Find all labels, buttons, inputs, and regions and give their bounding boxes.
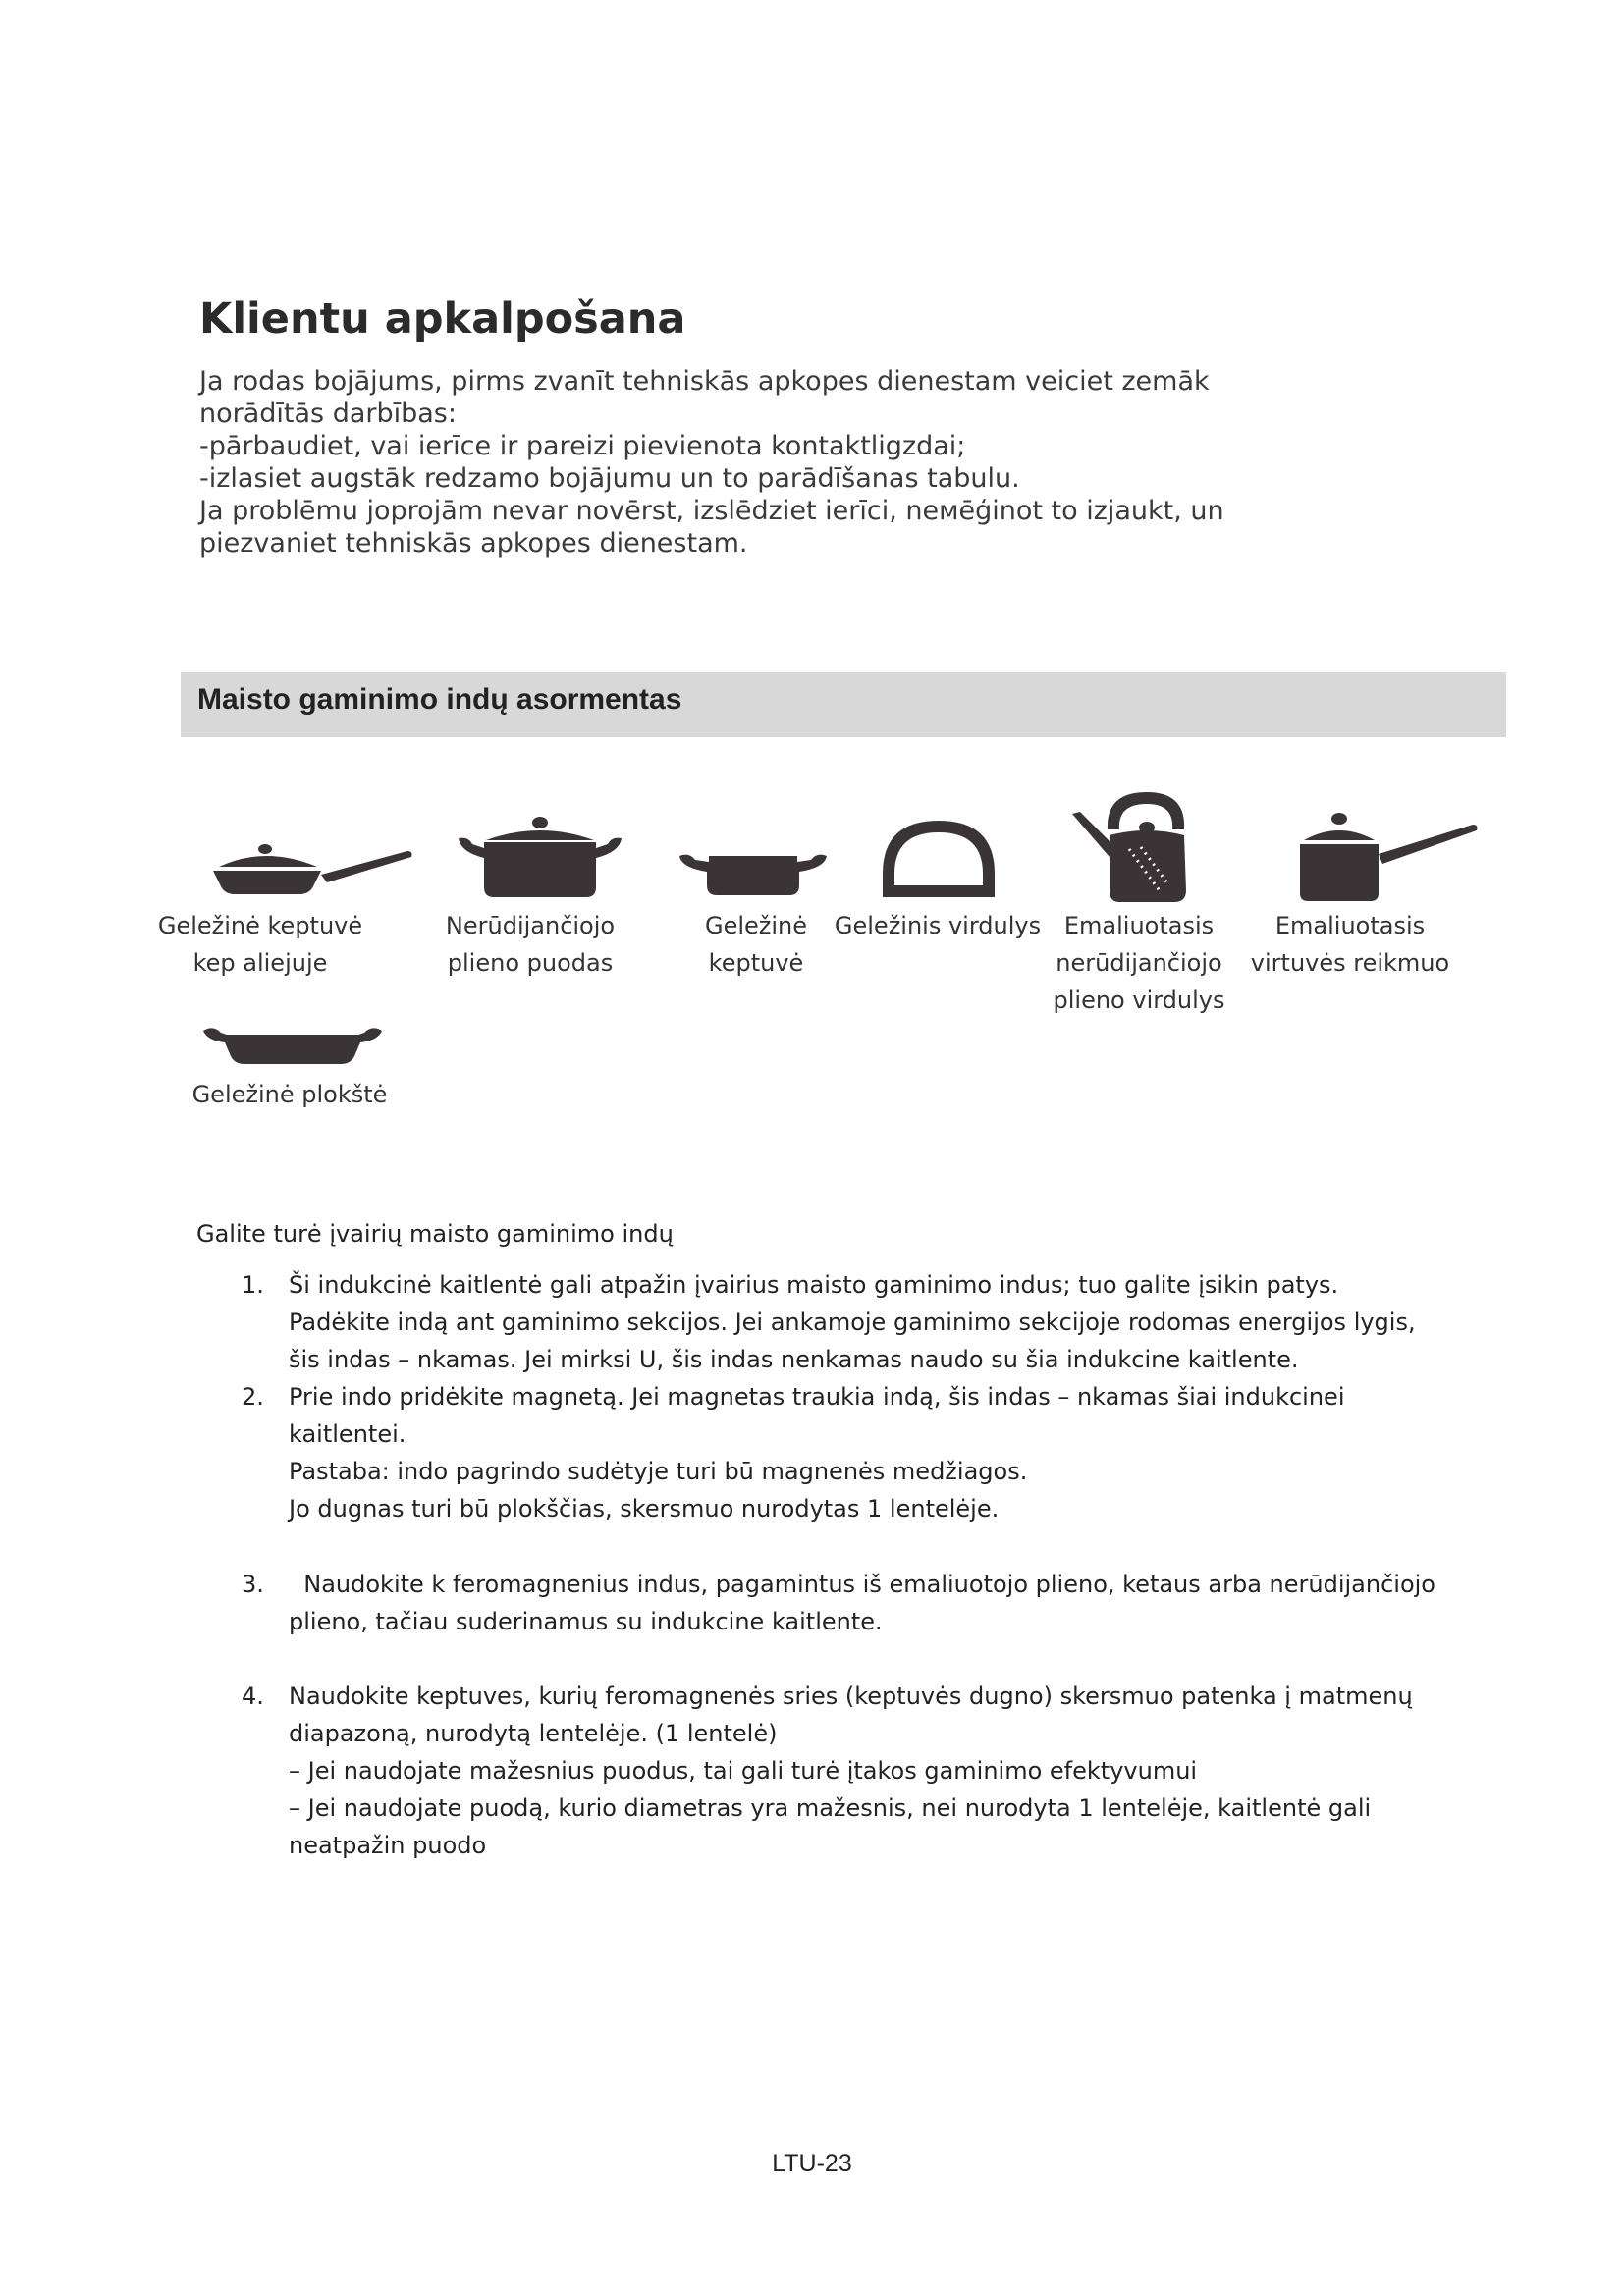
cookware-caption: Nerūdijančiojo plieno puodas xyxy=(445,912,616,977)
list-number: 3. xyxy=(242,1571,264,1598)
list-number: 2. xyxy=(242,1383,264,1411)
lead-text: Galite turė įvairių maisto gaminimo indų xyxy=(196,1220,674,1248)
cookware-caption: Emaliuotasis virtuvės reikmuo xyxy=(1250,912,1450,977)
intro-line: Ja problēmu joprojām nevar novērst, izslēdziet ierīci, neмēģinot to izjaukt, un xyxy=(199,496,1224,526)
section-title: Maisto gaminimo indų asormentas xyxy=(197,683,682,716)
intro-line: piezvaniet tehniskās apkopes dienestam. xyxy=(199,528,748,559)
enamel-kettle-icon xyxy=(1070,788,1196,904)
iron-plate-icon xyxy=(201,1021,383,1066)
list-text: Prie indo pridėkite magnetą. Jei magnetas traukia indą, šis indas – nkamas šiai indukcinei kaitlentei. Pastaba: indo pagrindo sudėtyje turi bū magnenės medžiagos. Jo dugnas turi bū plokščias, skersmuo nurodytas 1 lentelėje. xyxy=(289,1383,1345,1522)
cookware-caption: Emaliuotasis nerūdijančiojo plieno virdulys xyxy=(1053,912,1225,1014)
intro-line: Ja rodas bojājums, pirms zvanīt tehniskās apkopes dienestam veiciet zemāk xyxy=(199,366,1210,397)
list-number: 1. xyxy=(242,1271,264,1299)
list-number: 4. xyxy=(242,1682,264,1710)
cookware-caption: Geležinis virdulys xyxy=(834,912,1042,939)
intro-line: -pārbaudiet, vai ierīce ir pareizi pievienota kontaktligzdai; xyxy=(199,431,966,461)
cookware-caption: Geležinė plokštė xyxy=(191,1081,388,1108)
page-title: Klientu apkalpošana xyxy=(199,294,686,344)
stainless-pot-icon xyxy=(457,815,623,899)
frying-pan-icon xyxy=(211,839,412,898)
iron-pan-icon xyxy=(677,846,830,897)
intro-text xyxy=(199,365,1328,560)
list-text: Naudokite k feromagnenius indus, pagamintus iš emaliuotojo plieno, ketaus arba nerūdijančiojo plieno, tačiau suderinamus su indukcine kaitlente. xyxy=(289,1571,1435,1635)
page-number: LTU-23 xyxy=(772,2150,852,2177)
intro-line: norādītās darbības: xyxy=(199,399,457,429)
list-text: Naudokite keptuves, kurių feromagnenės sries (keptuvės dugno) skersmuo patenka į matmenų diapazoną, nurodytą lentelėje. (1 lentelė) – Jei naudojate mažesnius puodus, tai gali turė įtakos gaminimo efektyvumui – Jei naudojate puodą, kurio diametras yra mažesnis, nei nurodyta 1 lentelėje, kaitlentė gali neatpažin puodo xyxy=(289,1682,1413,1859)
list-text: Ši indukcinė kaitlentė gali atpažin įvairius maisto gaminimo indus; tuo galite įsikin patys. Padėkite indą ant gaminimo sekcijos. Jei ankamoje gaminimo sekcijoje rodomas energijos lygis, šis indas – nkamas. Jei mirksi U, šis indas nenkamas naudo su šia indukcine kaitlente. xyxy=(289,1271,1416,1373)
intro-line: -izlasiet augstāk redzamo bojājumu un to parādīšanas tabulu. xyxy=(199,463,1020,494)
cookware-caption: Geležinė keptuvė xyxy=(704,912,808,977)
cookware-caption: Geležinė keptuvė kep aliejuje xyxy=(157,912,363,977)
enamel-saucepan-icon xyxy=(1296,811,1479,903)
iron-kettle-icon xyxy=(881,819,997,899)
